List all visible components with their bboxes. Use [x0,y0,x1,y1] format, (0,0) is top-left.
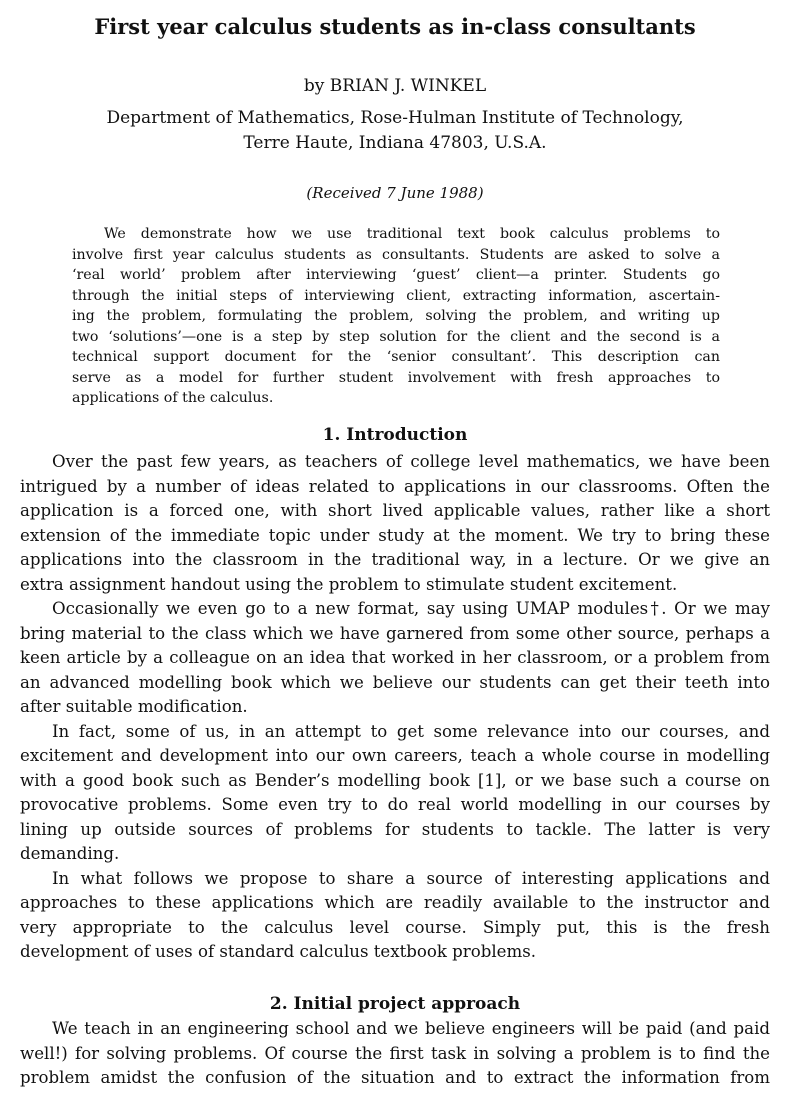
section-body-introduction [20,450,770,965]
section-heading-introduction: 1. Introduction [322,425,468,445]
section-heading-initial-project-approach: 2. Initial project approach [269,994,521,1014]
abstract-line: involve first year calculus students as consultants. Students are asked to solve a [72,246,720,263]
text-line: approaches to these applications which are readily available to the instructor and [20,893,770,912]
text-line: very appropriate to the calculus level course. Simply put, this is the fresh [20,917,770,937]
text-line: well!) for solving problems. Of course the first task in solving a problem is to find the [20,1043,770,1063]
text-line: extension of the immediate topic under study at the moment. We try to bring these [20,525,770,545]
abstract-line: technical support document for the ‘senior consultant’. This description can [72,349,720,365]
abstract [72,224,720,409]
text-line: applications into the classroom in the traditional way, in a lecture. Or we give an [20,550,770,569]
text-line: with a good book such as Bender’s modelling book [1], or we base such a course on [20,770,770,790]
section-body-initial-project-approach [20,1017,770,1091]
abstract-line: ing the problem, formulating the problem, solving the problem, and writing up [72,308,720,324]
text-line: intrigued by a number of ideas related to applications in our classrooms. Often the [20,476,770,496]
paper-title: First year calculus students as in-class consultants [94,14,696,39]
abstract-line: applications of the calculus. [72,390,274,406]
text-line: excitement and development into our own careers, teach a whole course in modelling [20,746,770,765]
author-affiliation [20,106,770,156]
text-line: application is a forced one, with short lived applicable values, rather like a short [20,501,770,520]
text-line: We teach in an engineering school and we believe engineers will be paid (and paid [52,1019,770,1038]
text-line: bring material to the class which we have garnered from some other source, perhaps a [20,623,770,643]
text-line: keen article by a colleague on an idea that worked in her classroom, or a problem from [20,648,770,667]
text-line: In fact, some of us, in an attempt to get some relevance into our courses, and [52,721,770,741]
text-line: lining up outside sources of problems for students to tackle. The latter is very [20,819,770,839]
abstract-line: serve as a model for further student involvement with fresh approaches to [72,369,720,386]
text-line: problem amidst the confusion of the situation and to extract the information from [20,1068,770,1087]
text-line: an advanced modelling book which we believe our students can get their teeth into [20,672,770,692]
text-line: provocative problems. Some even try to do real world modelling in our courses by [20,795,770,814]
text-line: development of uses of standard calculus textbook problems. [20,942,537,961]
affiliation-line: Department of Mathematics, Rose-Hulman Institute of Technology, [106,108,684,128]
abstract-line: We demonstrate how we use traditional text book calculus problems to [104,226,720,242]
received-date: (Received 7 June 1988) [306,184,484,202]
text-line: demanding. [20,844,120,863]
text-line: after suitable modification. [20,697,248,716]
text-line: Occasionally we even go to a new format, say using UMAP modules†. Or we may [52,599,770,618]
text-line: In what follows we propose to share a source of interesting applications and [52,868,770,888]
author-byline: by BRIAN J. WINKEL [303,76,487,96]
affiliation-line: Terre Haute, Indiana 47803, U.S.A. [243,133,547,153]
text-line: Over the past few years, as teachers of college level mathematics, we have been [52,452,770,471]
abstract-line: ‘real world’ problem after interviewing ‘guest’ client—a printer. Students go [72,267,720,283]
abstract-line: two ‘solutions’—one is a step by step solution for the client and the second is a [72,328,720,345]
text-line: extra assignment handout using the problem to stimulate student excitement. [20,574,678,594]
abstract-line: through the initial steps of interviewing client, extracting information, ascertain- [72,287,720,304]
